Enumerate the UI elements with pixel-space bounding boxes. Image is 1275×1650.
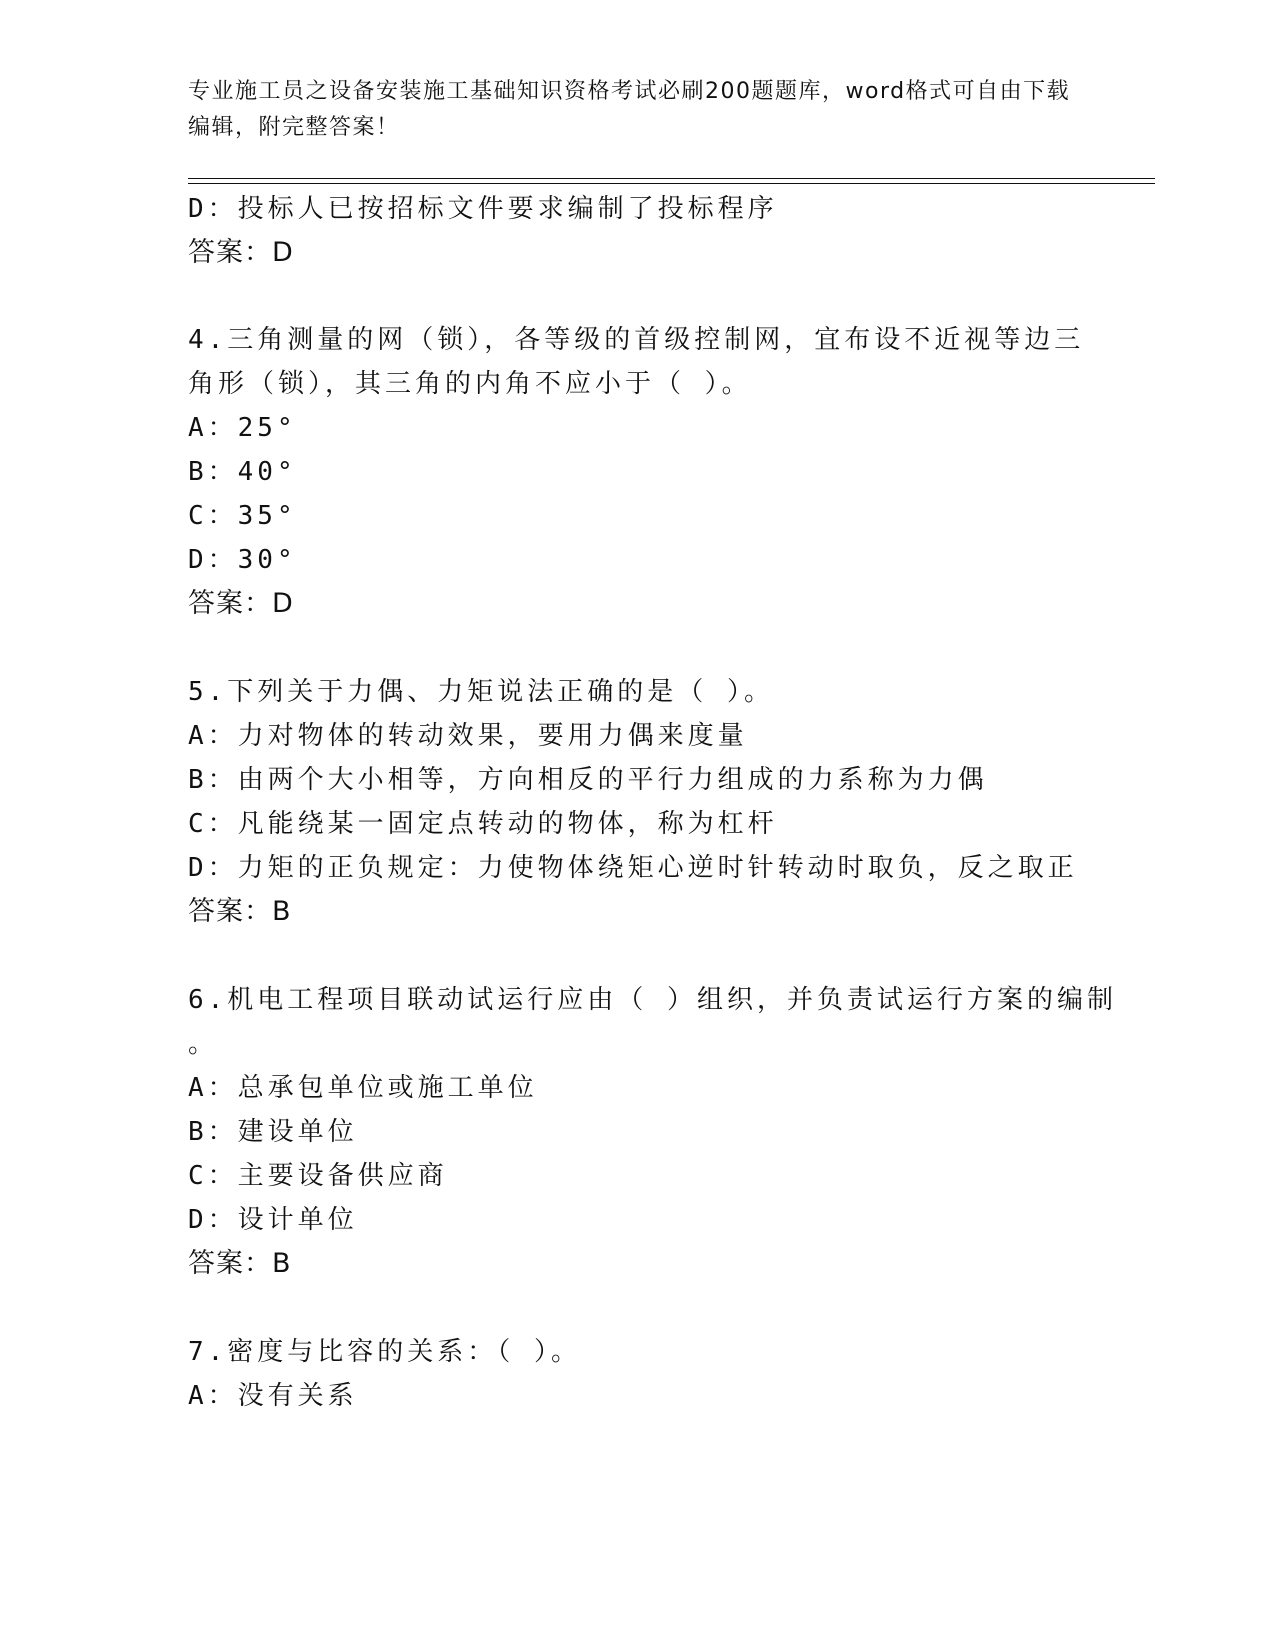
q5-option-b: B：由两个大小相等，方向相反的平行力组成的力系称为力偶	[188, 765, 988, 795]
q6-option-d: D：设计单位	[188, 1205, 358, 1235]
q7-option-a: A：没有关系	[188, 1381, 358, 1411]
q4-question-line-2: 角形（锁），其三角的内角不应小于（ ）。	[188, 369, 752, 399]
q5-option-c: C：凡能绕某一固定点转动的物体，称为杠杆	[188, 809, 778, 839]
q4-option-a: A：25°	[188, 413, 297, 443]
q6-option-b: B：建设单位	[188, 1117, 358, 1147]
q5-answer: 答案：B	[188, 896, 292, 927]
q6-question-line-1: 6.机电工程项目联动试运行应由（ ）组织，并负责试运行方案的编制	[188, 985, 1117, 1015]
q6-option-c: C：主要设备供应商	[188, 1161, 448, 1191]
q6-option-a: A：总承包单位或施工单位	[188, 1073, 538, 1103]
q4-answer: 答案：D	[188, 588, 294, 619]
q7-question: 7.密度与比容的关系：（ ）。	[188, 1337, 581, 1367]
q5-option-a: A：力对物体的转动效果，要用力偶来度量	[188, 721, 748, 751]
q4-question-line-1: 4.三角测量的网（锁），各等级的首级控制网，宜布设不近视等边三	[188, 325, 1085, 355]
prev-answer: 答案：D	[188, 237, 294, 268]
q5-option-d: D：力矩的正负规定：力使物体绕矩心逆时针转动时取负，反之取正	[188, 853, 1078, 883]
q6-answer: 答案：B	[188, 1248, 292, 1279]
q4-option-b: B：40°	[188, 457, 297, 487]
q5-question: 5.下列关于力偶、力矩说法正确的是（ ）。	[188, 677, 774, 707]
q4-option-c: C：35°	[188, 501, 297, 531]
header-divider-top	[188, 178, 1155, 179]
header-divider-bottom	[188, 183, 1155, 184]
q6-question-line-2: 。	[188, 1029, 219, 1059]
prev-option-d: D：投标人已按招标文件要求编制了投标程序	[188, 194, 778, 224]
q4-option-d: D：30°	[188, 545, 297, 575]
document-header-title: 专业施工员之设备安装施工基础知识资格考试必刷200题题库，word格式可自由下载编辑，附完整答案！	[188, 79, 1071, 140]
